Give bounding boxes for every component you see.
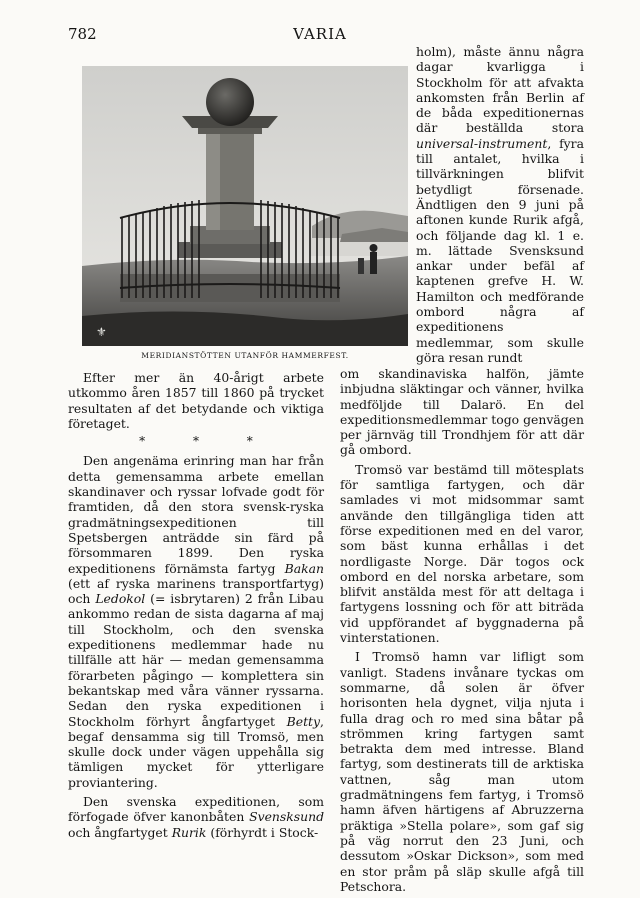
- paragraph: Efter mer än 40-årigt arbete utkommo åren 1857 till 1860 på trycket resultaten af det betydande och viktiga företaget.: [68, 370, 324, 431]
- ship-name: Rurik: [171, 824, 207, 840]
- svg-text:⚜: ⚜: [96, 325, 107, 339]
- figure-caption: MERIDIANSTÖTTEN UTANFÖR HAMMERFEST.: [141, 351, 349, 360]
- paragraph: Den angenäma erinring man har från detta gemensamma arbete emellan skandinaver och ryssar lofvade godt för framtiden, då den stora svensk-ryska gradmätningsexpeditionen till Spetsbergen anträdde sin färd på försommaren 1899. Den ryska expeditionens förnämsta fartyg Bakan (ett af ryska marinens transportfartyg) och Ledokol (= isbrytaren) 2 från Libau ankommo redan de sista dagarna af maj till Stockholm, och den svenska expeditionens medlemmar hade nu tillfälle att här — medan gemensamma förarbeten pågingo — komplettera sin bekantskap med våra vänner ryssarna. Sedan den ryska expeditionen i Stockholm förhyrt ångfartyget Betty, begaf densamma sig till Tromsö, men skulle dock under vägen uppehålla sig tämligen mycket för ytterligare proviantering.: [68, 453, 324, 790]
- paragraph: Den svenska expeditionen, som förfogade öfver kanonbåten Svensksund och ångfartyget Rurik (förhyrdt i Stock-: [68, 794, 324, 840]
- ship-name: Betty: [286, 713, 321, 729]
- ship-name: Ledokol: [95, 591, 146, 607]
- running-head: VARIA: [293, 25, 347, 43]
- paragraph: holm), måste ännu några dagar kvarligga i Stockholm för att afvakta ankomsten från Berlin af de båda expeditionernas där beställda stora universal-instrument, fyra till antalet, hvilka i tillvärkningen blifvit betydligt försenade. Ändtligen den 9 juni på aftonen kunde Rurik afgå, och följande dag kl. 1 e. m. lättade Svensksund ankar under befäl af kaptenen grefve H. W. Hamilton och medförande ombord några af expeditionens medlemmar, som skulle göra resan rundt: [416, 44, 584, 365]
- term-universal-instrument: universal-instrument: [416, 135, 548, 151]
- meridian-stone-photo-icon: [82, 66, 408, 346]
- section-separator: * * *: [139, 434, 275, 449]
- left-column: [68, 370, 324, 840]
- paragraph: I Tromsö hamn var lifligt som vanligt. Stadens invånare tyckas om sommarne, då solen är öfver horisonten hela dygnet, vilja njuta i fulla drag och ro med sina båtar på strömmen kring fartygen samt betrakta dem med intresse. Bland fartyg, som destinerats till de arktiska vattnen, såg man utom gradmätningens fem fartyg, i Tromsö hamn äfven härtigens af Abruzzerna präktiga »Stella polare», som gaf sig på väg norrut den 23 Juni, och dessutom »Oskar Dickson», som med en stor pråm på släp skulle afgå till Petschora.: [340, 649, 584, 894]
- right-column: [340, 366, 584, 894]
- paragraph: Tromsö var bestämd till mötesplats för samtliga fartygen, och där samlades vi mot midsommar samt använde den tillgängliga tiden att förse expeditionen med en del varor, som bäst kunna erhållas i det nordligaste Norge. Där togos ock ombord en del norska arbetare, som blifvit anstälda mest för att deltaga i fartygens lossning och för att biträda vid uppförandet af byggnaderna på vinterstationen.: [340, 461, 584, 646]
- ship-name: Bakan: [284, 560, 324, 576]
- page-number: 782: [68, 25, 97, 43]
- right-column-top: [416, 44, 584, 365]
- paragraph: om skandinaviska halfön, jämte inbjudna släktingar och vänner, hvilka medföljde till Dalarö. En del expeditionsmedlemmar togo genvägen per järnväg till Trondhjem för att där gå ombord.: [340, 366, 584, 458]
- ship-name: Svensksund: [249, 809, 324, 825]
